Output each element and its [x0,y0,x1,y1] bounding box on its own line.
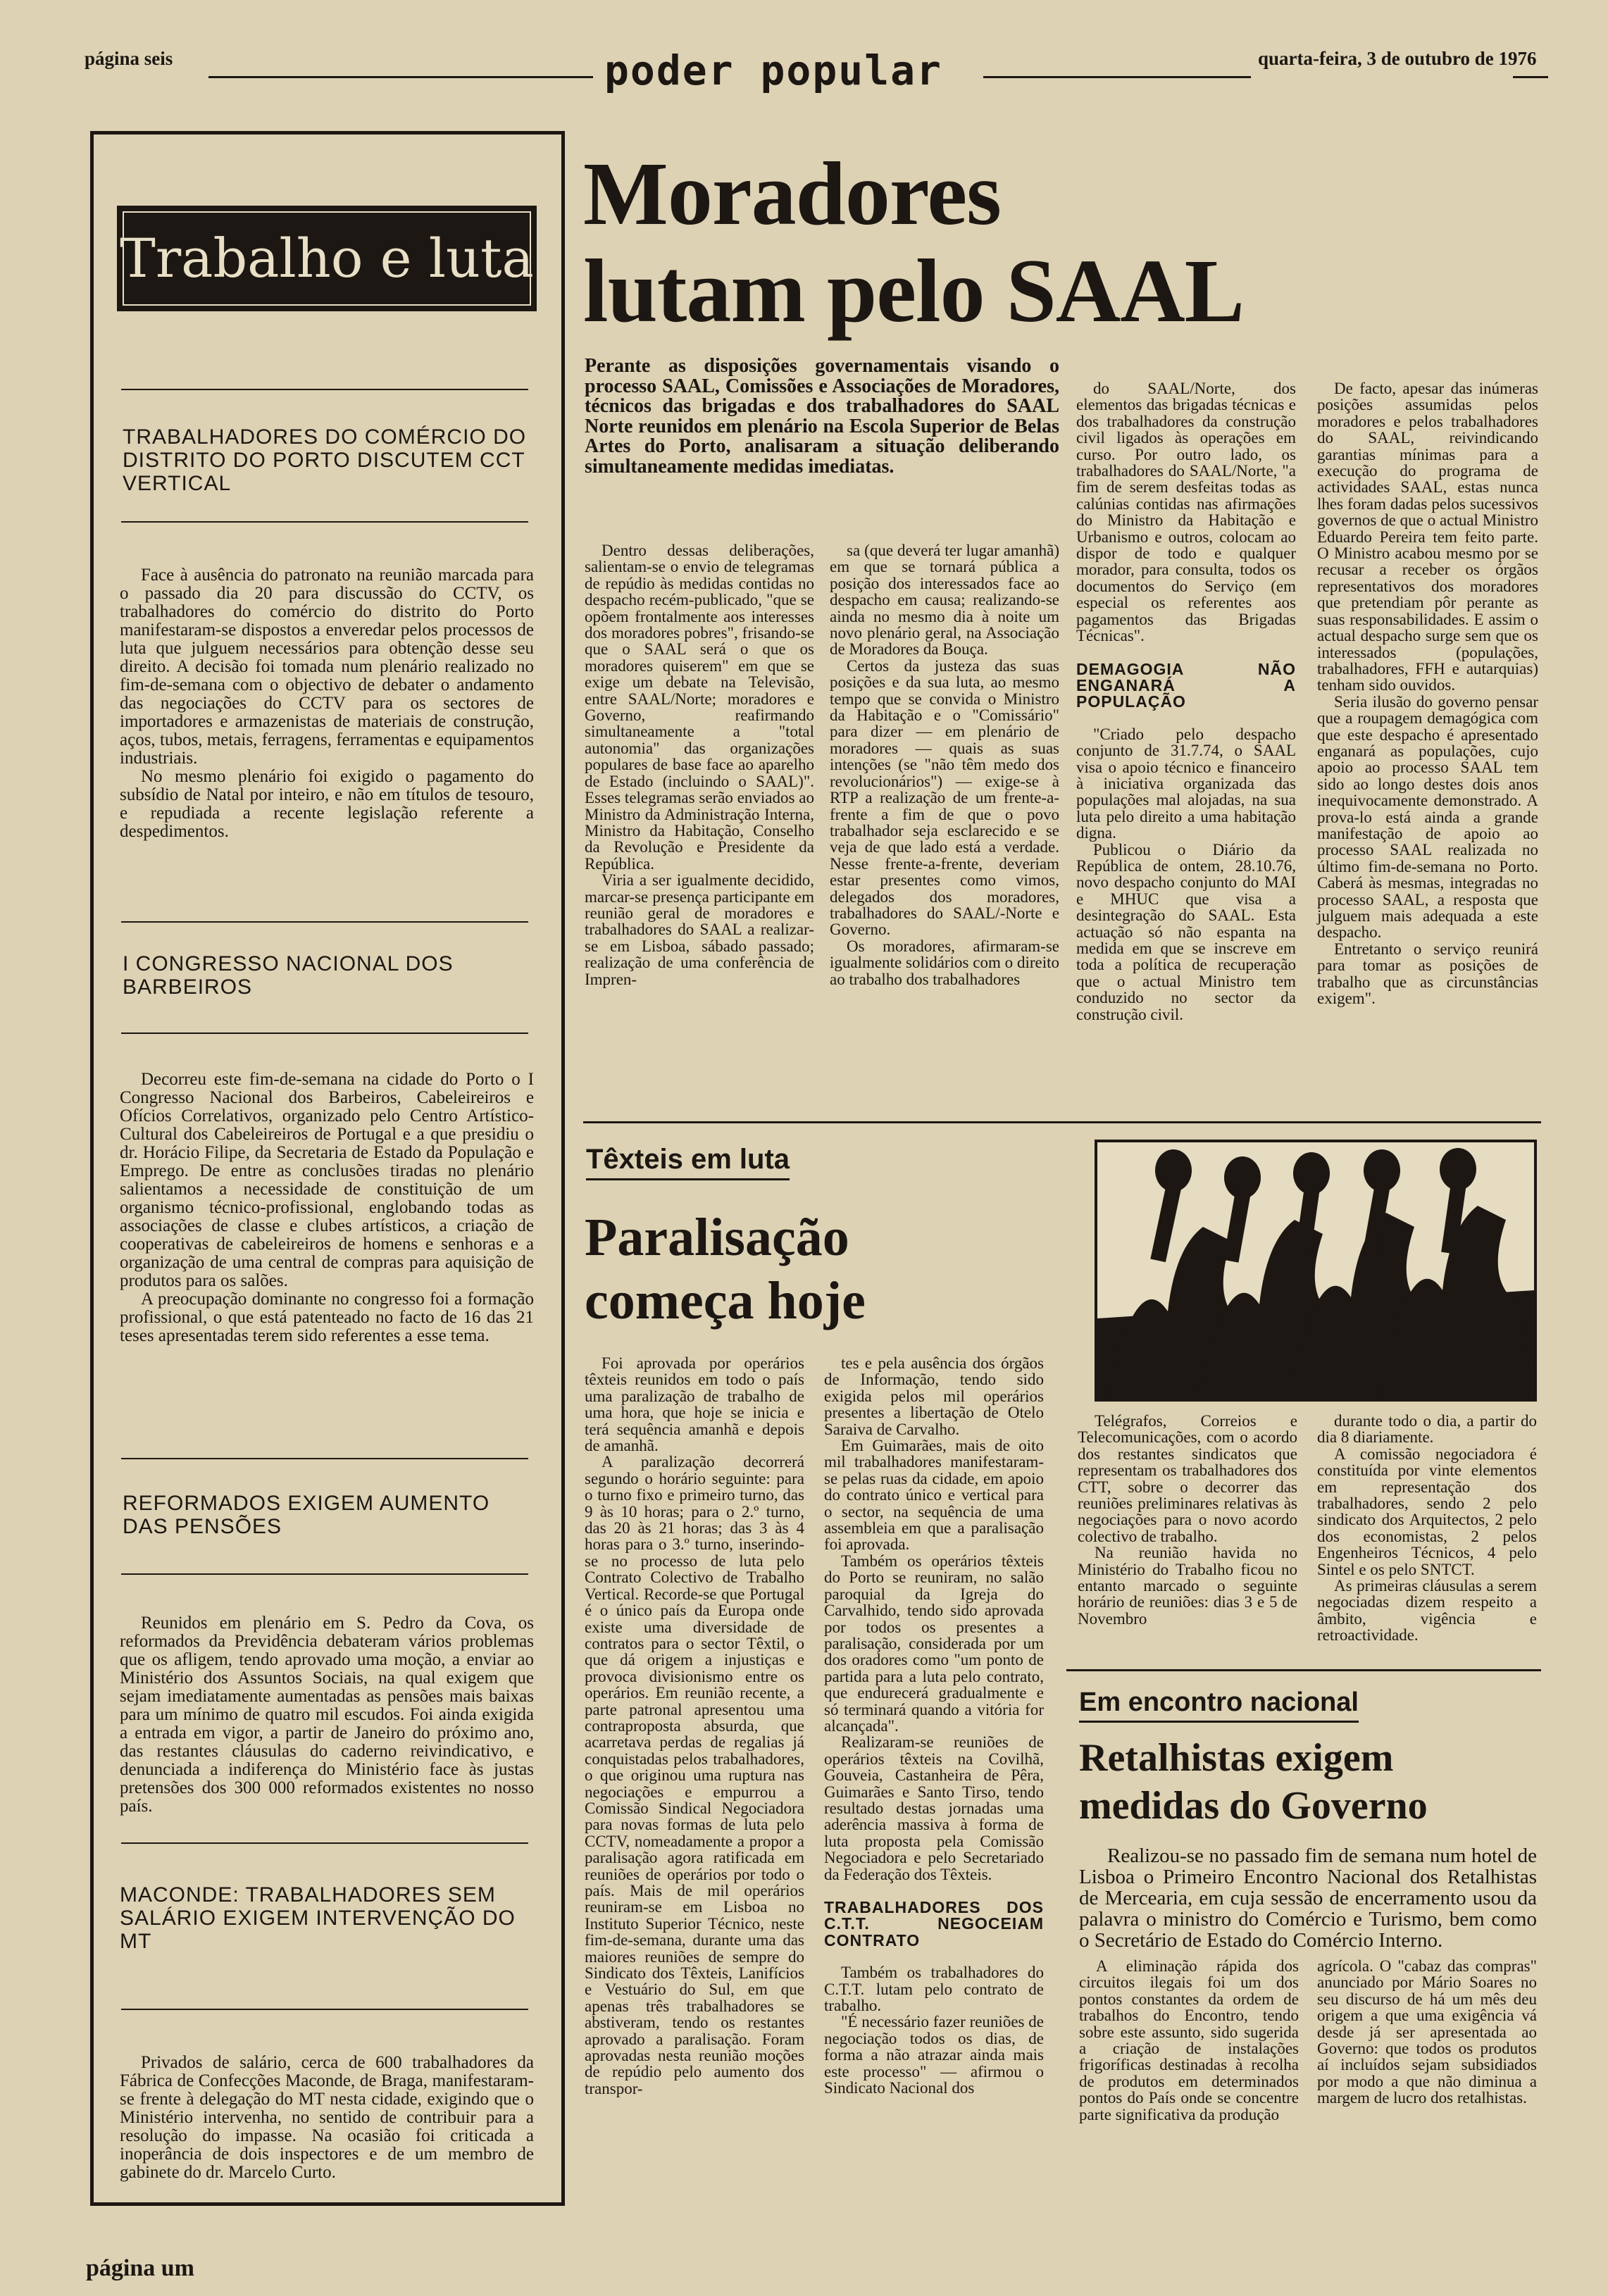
masthead-rule-far-right [1513,76,1548,78]
article-column [585,542,814,987]
paragraph: Certos da justeza das suas posições e da sua luta, ao mesmo tempo que se convida o Ministro da Habitação e o "Comissário" para dizer — em plenário de moradores — quais as suas intenções (se "não têm medo dos revolucionários") — exige-se à RTP a realização de um frente-a-frente a fim de que o povo trabalhador seja esclarecido e se veja de que lado está a verdade. Nesse frente-a-frente, deveriam estar presentes como vimos, delegados dos moradores, trabalhadores do SAAL/-Norte e Governo. [830,656,1059,939]
paragraph: Entretanto o serviço reunirá para tomar as posições de trabalho que as circunstâncias exigem". [1317,940,1538,1008]
paragraph: Foi aprovada por operários têxteis reunidos em todo o país uma paralização de trabalho de uma hora, que hoje se inicia e terá sequência amanhã e depois de amanhã. [585,1354,804,1455]
newspaper-title: poder popular [604,46,942,94]
section-subhead: TRABALHADORES DOS C.T.T. NEGOCEIAM CONTRATO [824,1898,1044,1949]
paragraph: Telégrafos, Correios e Telecomunicações, com o acordo dos restantes sindicatos que representam os trabalhadores dos CTT, sobre o decorrer das reuniões preliminares relativas às negociações para o novo acordo colectivo de trabalho. [1078,1412,1297,1545]
paragraph: Reunidos em plenário em S. Pedro da Cova, os reformados da Previdência debateram vários problemas que os afligem, tendo aprovado uma moção, a enviar ao Ministério dos Assuntos Sociais, na qual exigem que sejam imediatamente aumentadas as pensões mais baixas para um mínimo de quatro mil escudos. Foi ainda exigida a entrada em vigor, a partir de Janeiro do próximo ano, das restantes cláusulas do caderno reivindicativo, e denunciada a indiferença do Ministério face às justas pretensões dos 300 000 reformados existentes no nosso país. [120,1614,534,1816]
sidebar-item-body [120,566,534,841]
headline-line-1: Retalhistas exigem [1079,1736,1394,1780]
paragraph: Também os operários têxteis do Porto se reuniram, no salão paroquial da Igreja do Carvalhido, tendo sido aprovada por todos os presentes a paralisação, considerada por um dos oradores como "um ponto de partida para a luta pelo contrato, que endurecerá gradualmente e só terminará quando a vitória for alcançada". [824,1552,1044,1735]
sidebar-item-head: I CONGRESSO NACIONAL DOS BARBEIROS [123,952,454,999]
paragraph: "É necessário fazer reuniões de negociação todos os dias, de forma a não atrazar ainda mais este processo" — afirmou o Sindicato Nacional dos [824,2013,1044,2097]
section-subhead: DEMAGOGIA NÃO ENGANARÁ A POPULAÇÃO [1076,659,1296,711]
article-headline [1079,1734,1544,1830]
paragraph: Publicou o Diário da República de ontem, 28.10.76, novo despacho conjunto do MAI e MHUC que visa a desintegração do SAAL. Esta actuação só não espanta na medida em que se inscreve em toda a política de recuperação que o actual Ministro tem conduzido no sector da construção civil. [1076,840,1296,1023]
section-divider [583,1121,1541,1123]
article-headline [585,1206,1078,1333]
article-column [1076,380,1296,1023]
divider [121,1032,528,1034]
sidebar-item-body [120,2054,534,2182]
article-lead: Perante as disposições governamentais visando o processo SAAL, Comissões e Associações de Moradores, técnicos das brigadas e dos trabalhadores do SAAL Norte reunidos em plenário na Escola Superior de Belas Artes do Porto, analisaram a situação deliberando simultaneamente medidas imediatas. [585,355,1059,478]
raised-fists-illustration [1095,1140,1537,1402]
sidebar-item-head: TRABALHADORES DO COMÉRCIO DO DISTRITO DO PORTO DISCUTEM CCT VERTICAL [123,425,527,495]
section-kicker: Têxteis em luta [586,1144,790,1180]
paragraph: Em Guimarães, mais de oito mil trabalhadores manifestaram-se pelas ruas da cidade, em apoio do contrato único e vertical para o sector, na sequência de uma assembleia em que a paralisação foi aprovada. [824,1437,1044,1554]
masthead-rule-right [983,76,1251,78]
paragraph: As primeiras cláusulas a serem negociadas dizem respeito a âmbito, vigência e retroactividade. [1317,1577,1537,1645]
sidebar-item-head: REFORMADOS EXIGEM AUMENTO DAS PENSÕES [123,1492,490,1538]
paragraph: Na reunião havida no Ministério do Trabalho ficou no entanto marcado o seguinte horário de reuniões: dias 3 e 5 de Novembro [1078,1544,1297,1628]
paragraph: Viria a ser igualmente decidido, marcar-se presença participante em reunião geral de moradores e trabalhadores do SAAL a realizar-se em Lisboa, sábado passado; realização de uma conferência de Impren- [585,871,814,988]
article-column [824,1355,1044,2096]
paragraph: A paralização decorrerá segundo o horário seguinte: para o turno fixo e primeiro turno, das 9 às 10 horas; para o 2.º turno, das 20 às 21 horas; das 3 às 4 horas para o 3.º turno, inserindo-se no processo de luta pelo Contrato Colectivo de Trabalho Vertical. Recorde-se que Portugal é o único país da Europa onde existe uma diversidade de contratos para o sector Têxtil, o que dá origem a injustiças e provoca divisionismo entre os operários. Em reunião recente, a parte patronal apresentou uma contraproposta absurda, que acarretava perdas de regalias já conquistadas pelos trabalhadores, o que originou uma ruptura nas negociações e empurrou a Comissão Sindical Negociadora para novas formas de luta pelo CCTV, nomeadamente a propor a paralisação agora ratificada em reuniões de operários por todo o país. Mais de mil operários reuniram-se em Lisboa no Instituto Superior Técnico, neste fim-de-semana, durante uma das maiores reuniões de sempre do Sindicato dos Têxteis, Lanifícios e Vestuário do Sul, em que apenas três trabalhadores se abstiveram, tendo os restantes aprovado a paralisação. Foram aprovadas nesta reunião moções de repúdio pelo aumento dos transpor- [585,1453,804,2097]
article-column [1317,1413,1537,1644]
article-column [1079,1958,1299,2123]
paragraph: agrícola. O "cabaz das compras" anunciado por Mário Soares no seu discurso de há um mês deu origem a que uma exigência vá desde já ser apresentada ao Governo: que todos os produtos aí incluídos sejam subsidiados por modo a que não diminua a margem de lucro dos retalhistas. [1317,1957,1537,2107]
paragraph: tes e pela ausência dos órgãos de Informação, tendo sido exigida pelos mil operários presentes a libertação de Otelo Saraiva de Carvalho. [824,1354,1044,1438]
paragraph: Face à ausência do patronato na reunião marcada para o passado dia 20 para discussão do CCTV, os trabalhadores do comércio do distrito do Porto manifestaram-se dispostos a enveredar pelos processos de luta que julguem necessários para obtenção desse seu direito. A decisão foi tomada num plenário realizado no fim-de-semana com o objectivo de debater o andamento das negociações do CCTV para os sectores de importadores e armazenistas de materiais de construção, aços, tubos, metais, ferragens, ferramentas e equipamentos industriais. [120,566,534,768]
divider [121,1458,528,1459]
article-lead: Realizou-se no passado fim de semana num hotel de Lisboa o Primeiro Encontro Nacional dos Retalhistas de Mercearia, em cuja sessão de encerramento usou da palavra o ministro do Comércio e Turismo, bem como o Secretário de Estado do Comércio Interno. [1079,1845,1537,1952]
paragraph: Seria ilusão do governo pensar que a roupagem demagógica com que este despacho é apresentado enganará as populações, cujo apoio ao processo SAAL tem sido ao longo destes dois anos inequivocamente demonstrado. A prova-lo está ainda a grande manifestação de apoio ao processo SAAL realizada no último fim-de-semana no Porto. Caberá às mesmas, integradas no processo SAAL, a resposta que julguem mais adequada a este despacho. [1317,692,1538,942]
paragraph: A eliminação rápida dos circuitos ilegais foi um dos pontos constantes da ordem de trabalhos do Encontro, tendo sobre este assunto, sido sugerida a criação de instalações frigoríficas destinadas à recolha de produtos em determinados pontos do País onde se concentre parte significativa da produção [1079,1957,1299,2123]
section-kicker: Em encontro nacional [1079,1687,1359,1723]
headline-line-1: Moradores [583,144,1001,244]
paragraph: A preocupação dominante no congresso foi a formação profissional, o que está patenteado no facto de 16 das 21 teses apresentadas terem sido referentes a esse tema. [120,1290,534,1345]
section-divider [1066,1669,1541,1671]
sidebar-item-head: MACONDE: TRABALHADORES SEM SALÁRIO EXIGEM INTERVENÇÃO DO MT [120,1883,516,1953]
article-headline [583,145,1569,339]
divider [121,521,528,523]
headline-line-2: começa hoje [585,1271,866,1330]
sidebar-title-border [123,211,531,306]
paragraph: sa (que deverá ter lugar amanhã) em que se tornará pública a posição dos interessados face ao despacho em causa; realizando-se ainda no mesmo dia à noite um novo plenário geral, na Associação de Moradores da Bouça. [830,542,1059,659]
paragraph: durante todo o dia, a partir do dia 8 diariamente. [1317,1412,1537,1447]
sidebar-item-body [120,1071,534,1345]
article-column [1317,380,1538,1006]
divider [121,2009,528,2010]
headline-line-1: Paralisação [585,1208,849,1267]
paragraph: Decorreu este fim-de-semana na cidade do Porto o I Congresso Nacional dos Barbeiros, Cabeleireiros e Ofícios Correlativos, organizado pelo Centro Artístico-Cultural dos Cabeleireiros de Portugal e a que presidiu o dr. Horácio Filipe, da Secretaria de Estado da População e Emprego. De entre as conclusões tiradas no plenário salientamos a necessidade de constituição de um organismo técnico-profissional, englobando todas as associações de classe e clubes artísticos, a criação de cooperativas de cabeleireiros de homens e senhoras e a organização de uma central de compras para aquisição de produtos para os salões. [120,1070,534,1290]
paragraph: Dentro dessas deliberações, salientam-se o envio de telegramas de repúdio às medidas contidas no despacho recém-publicado, "que se opõem frontalmente aos interesses dos moradores pobres", frisando-se que o SAAL será o que os moradores quiserem" em que se exige um debate na Televisão, entre SAAL/Norte; moradores e Governo, reafirmando simultaneamente a "total autonomia" das organizações populares de base face ao aparelho de Estado (incluindo o SAAL)". Esses telegramas serão enviados ao Ministro da Administração Interna, Ministro da Habitação, Conselho da Revolução e Presidente da República. [585,542,814,873]
paragraph: De facto, apesar das inúmeras posições assumidas pelos moradores e pelos trabalhadores do SAAL, reivindicando garantias mínimas para a execução do programa de actividades SAAL, estas nunca lhes foram dadas pelos sucessivos governos de que o actual Ministro Eduardo Pereira tem feito parte. O Ministro acabou mesmo por se recusar a receber os órgãos representativos dos moradores que pretendiam pôr perante as suas responsabilidades. E assim o actual despacho surge sem que os interessados (populações, trabalhadores, FFH e autarquias) tenham sido ouvidos. [1317,380,1538,694]
divider [121,1842,528,1844]
paragraph: do SAAL/Norte, dos elementos das brigadas técnicas e dos trabalhadores da construção civil ligados às operações em curso. Por outro lado, os trabalhadores do SAAL/Norte, "a fim de serem desfeitas todas as calúnias contidas nas afirmações do Ministro da Habitação e Urbanismo e outros, colocam ao dispor de todo e qualquer morador, para consulta, todos os documentos do Serviço (em especial os referentes aos pagamentos das Brigadas Técnicas". [1076,380,1296,645]
paragraph: No mesmo plenário foi exigido o pagamento do subsídio de Natal por inteiro, e não em títulos de tesouro, e repudiada a recente legislação referente a despedimentos. [120,767,534,841]
paragraph: Realizaram-se reuniões de operários têxteis na Covilhã, Gouveia, Castanheira de Pêra, Guimarães e Santo Tirso, tendo resultado destas jornadas uma aderência massiva à forma de luta proposta pela Comissão Negociadora e pelo Secretariado da Federação dos Têxteis. [824,1733,1044,1883]
publication-date: quarta-feira, 3 de outubro de 1976 [1258,48,1537,69]
divider [121,389,528,390]
sidebar-title [117,206,537,311]
page-number-label: página seis [85,48,173,69]
sidebar-title-text: Trabalho e luta [120,227,534,289]
article-column [830,542,1059,987]
article-column [585,1355,804,2097]
paragraph: Privados de salário, cerca de 600 trabalhadores da Fábrica de Confecções Maconde, de Braga, manifestaram-se frente à delegação do MT nesta cidade, exigindo que o Ministério intervenha, no sentido de contribuir para a resolução do impasse. Na ocasião foi criticada a inoperância de dois inspectores e de um membro de gabinete do dr. Marcelo Curto. [120,2053,534,2182]
raised-fists-icon [1097,1142,1534,1399]
headline-line-2: lutam pelo SAAL [583,241,1244,341]
paragraph: Também os trabalhadores do C.T.T. lutam pelo contrato de trabalho. [824,1964,1044,2015]
masthead-rule-left [208,76,593,78]
page-footer-label: página um [86,2255,194,2281]
paragraph: Os moradores, afirmaram-se igualmente solidários com o direito ao trabalho dos trabalhadores [830,937,1059,988]
article-column [1317,1958,1537,2107]
article-column [1078,1413,1297,1627]
paragraph: A comissão negociadora é constituída por vinte elementos em representação dos trabalhadores, sendo 2 pelo sindicato dos Arquitectos, 2 pelo dos economistas, 2 pelos Engenheiros Técnicos, 4 pelo Sintel e os pelo SNTCT. [1317,1445,1537,1578]
paragraph: "Criado pelo despacho conjunto de 31.7.74, o SAAL visa o apoio técnico e financeiro à iniciativa organizada das populações mal alojadas, na sua luta pelo direito a uma habitação digna. [1076,725,1296,842]
headline-line-2: medidas do Governo [1079,1784,1428,1828]
divider [121,921,528,923]
sidebar-item-body [120,1614,534,1816]
divider [121,1573,528,1575]
